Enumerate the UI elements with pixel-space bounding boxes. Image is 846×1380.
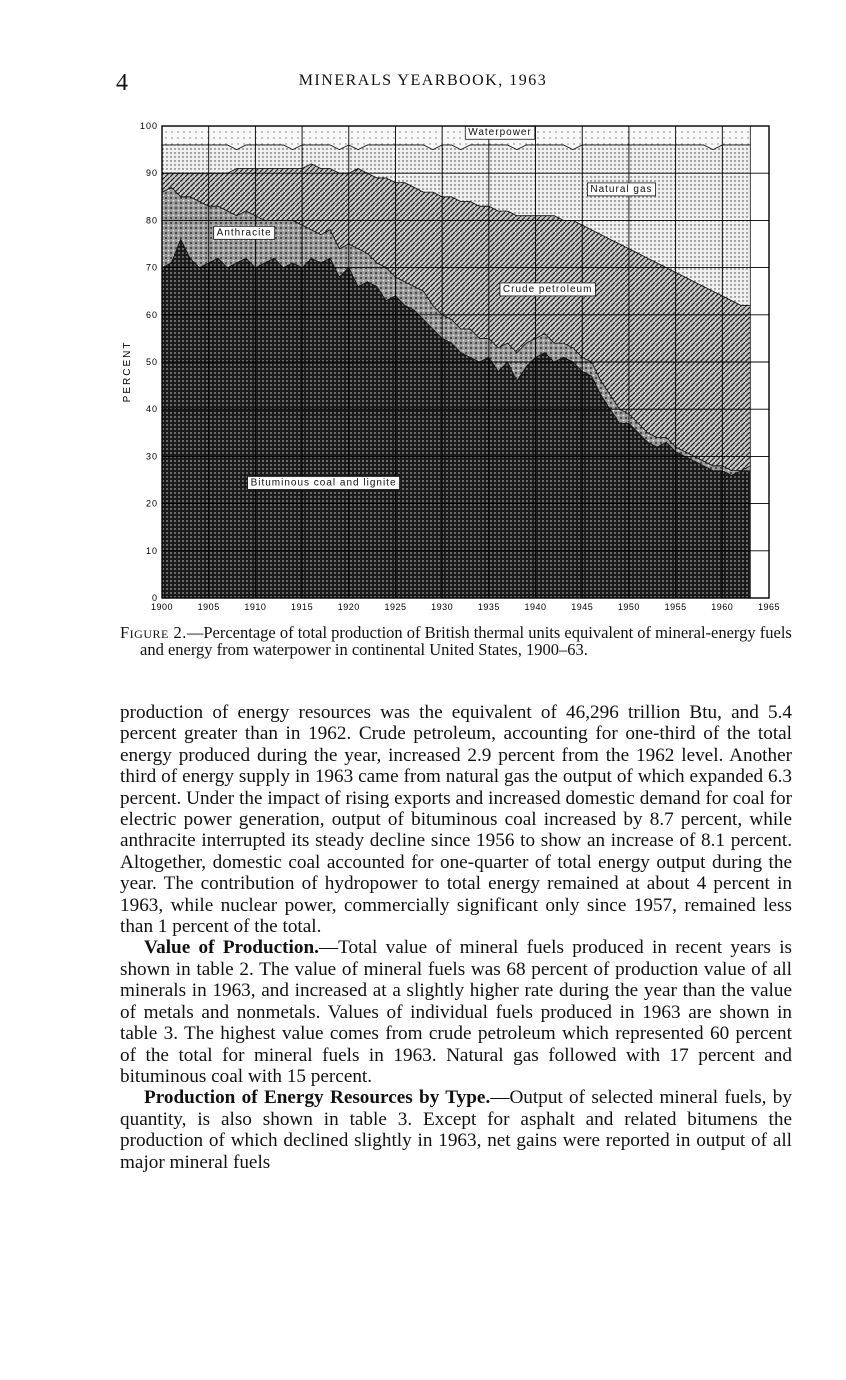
y-tick-label: 80 xyxy=(145,215,158,226)
x-tick-label: 1955 xyxy=(664,602,687,612)
x-tick-label: 1960 xyxy=(711,602,734,612)
y-axis-label: PERCENT xyxy=(122,340,133,403)
paragraph-3-text: —Output of selected mineral fuels, by quantity, is also shown in table 3. Except for asphalt and related bitumens the production of which declined slightly in 1963, net gains were reported in output of all major mineral fuels xyxy=(120,1087,792,1173)
y-tick-label: 20 xyxy=(145,498,158,509)
body-text xyxy=(120,702,792,1173)
y-tick-label: 90 xyxy=(145,168,158,179)
paragraph-3 xyxy=(120,1087,792,1173)
y-tick-label: 10 xyxy=(145,545,158,556)
y-tick-label: 40 xyxy=(145,404,158,415)
series-label-crude-petroleum: Crude petroleum xyxy=(502,283,593,295)
x-tick-label: 1935 xyxy=(477,602,500,612)
x-tick-label: 1940 xyxy=(524,602,547,612)
figure-label: Figure 2. xyxy=(120,623,187,642)
x-tick-label: 1905 xyxy=(197,602,220,612)
y-tick-label: 60 xyxy=(145,309,158,320)
x-tick-label: 1900 xyxy=(150,602,174,612)
series-label-waterpower: Waterpower xyxy=(468,127,532,139)
x-tick-label: 1945 xyxy=(571,602,594,612)
running-head: MINERALS YEARBOOK, 1963 xyxy=(298,72,548,89)
figure-chart xyxy=(110,112,800,617)
paragraph-2-heading: Value of Production. xyxy=(144,937,319,959)
x-tick-label: 1965 xyxy=(757,602,781,612)
paragraph-2 xyxy=(120,937,792,1087)
chart-svg xyxy=(110,112,800,617)
y-tick-label: 50 xyxy=(145,357,158,367)
x-tick-label: 1930 xyxy=(431,602,454,612)
figure-caption-text: —Percentage of total production of British thermal units equivalent of mineral-energy fuels and energy from waterpower in continental United States, 1900–63. xyxy=(140,623,792,659)
x-tick-label: 1920 xyxy=(337,602,360,612)
x-tick-label: 1910 xyxy=(244,602,267,612)
x-tick-label: 1915 xyxy=(291,602,314,612)
figure-caption xyxy=(120,624,792,658)
x-tick-label: 1950 xyxy=(617,602,640,612)
paragraph-1: production of energy resources was the equivalent of 46,296 trillion Btu, and 5.4 percent greater than in 1962. Crude petroleum, accounting for one-third of the total energy produced during the year, increased 2.9 percent from the 1962 level. Another third of energy supply in 1963 came from natural gas the output of which expanded 6.3 percent. Under the impact of rising exports and increased domestic demand for coal for electric power generation, output of bituminous coal increased by 8.7 percent, while anthracite interrupted its steady decline since 1956 to show an increase of 8.1 percent. Altogether, domestic coal accounted for one-quarter of total energy output during the year. The contribution of hydropower to total energy remained at about 4 percent in 1963, while nuclear power, commercially significant only since 1957, remained less than 1 percent of the total. xyxy=(120,702,792,938)
series-label-anthracite: Anthracite xyxy=(216,227,272,239)
page-number: 4 xyxy=(116,70,128,96)
paragraph-2-text: —Total value of mineral fuels produced in recent years is shown in table 2. The value of mineral fuels was 68 percent of production value of all minerals in 1963, and increased at a slightly higher rate during the year than the value of metals and nonmetals. Values of individual fuels produced in 1963 are shown in table 3. The highest value comes from crude petroleum which represented 60 percent of the total for mineral fuels in 1963. Natural gas followed with 17 percent and bituminous coal with 15 percent. xyxy=(120,937,792,1087)
paragraph-3-heading: Production of Energy Resources by Type. xyxy=(144,1087,491,1109)
series-label-natural-gas: Natural gas xyxy=(590,183,653,195)
y-tick-label: 0 xyxy=(151,593,158,603)
y-tick-label: 30 xyxy=(145,451,158,462)
y-tick-label: 70 xyxy=(145,262,158,273)
series-label-bituminous: Bituminous coal and lignite xyxy=(250,477,397,489)
x-tick-label: 1925 xyxy=(384,602,407,612)
y-tick-label: 100 xyxy=(139,121,158,131)
